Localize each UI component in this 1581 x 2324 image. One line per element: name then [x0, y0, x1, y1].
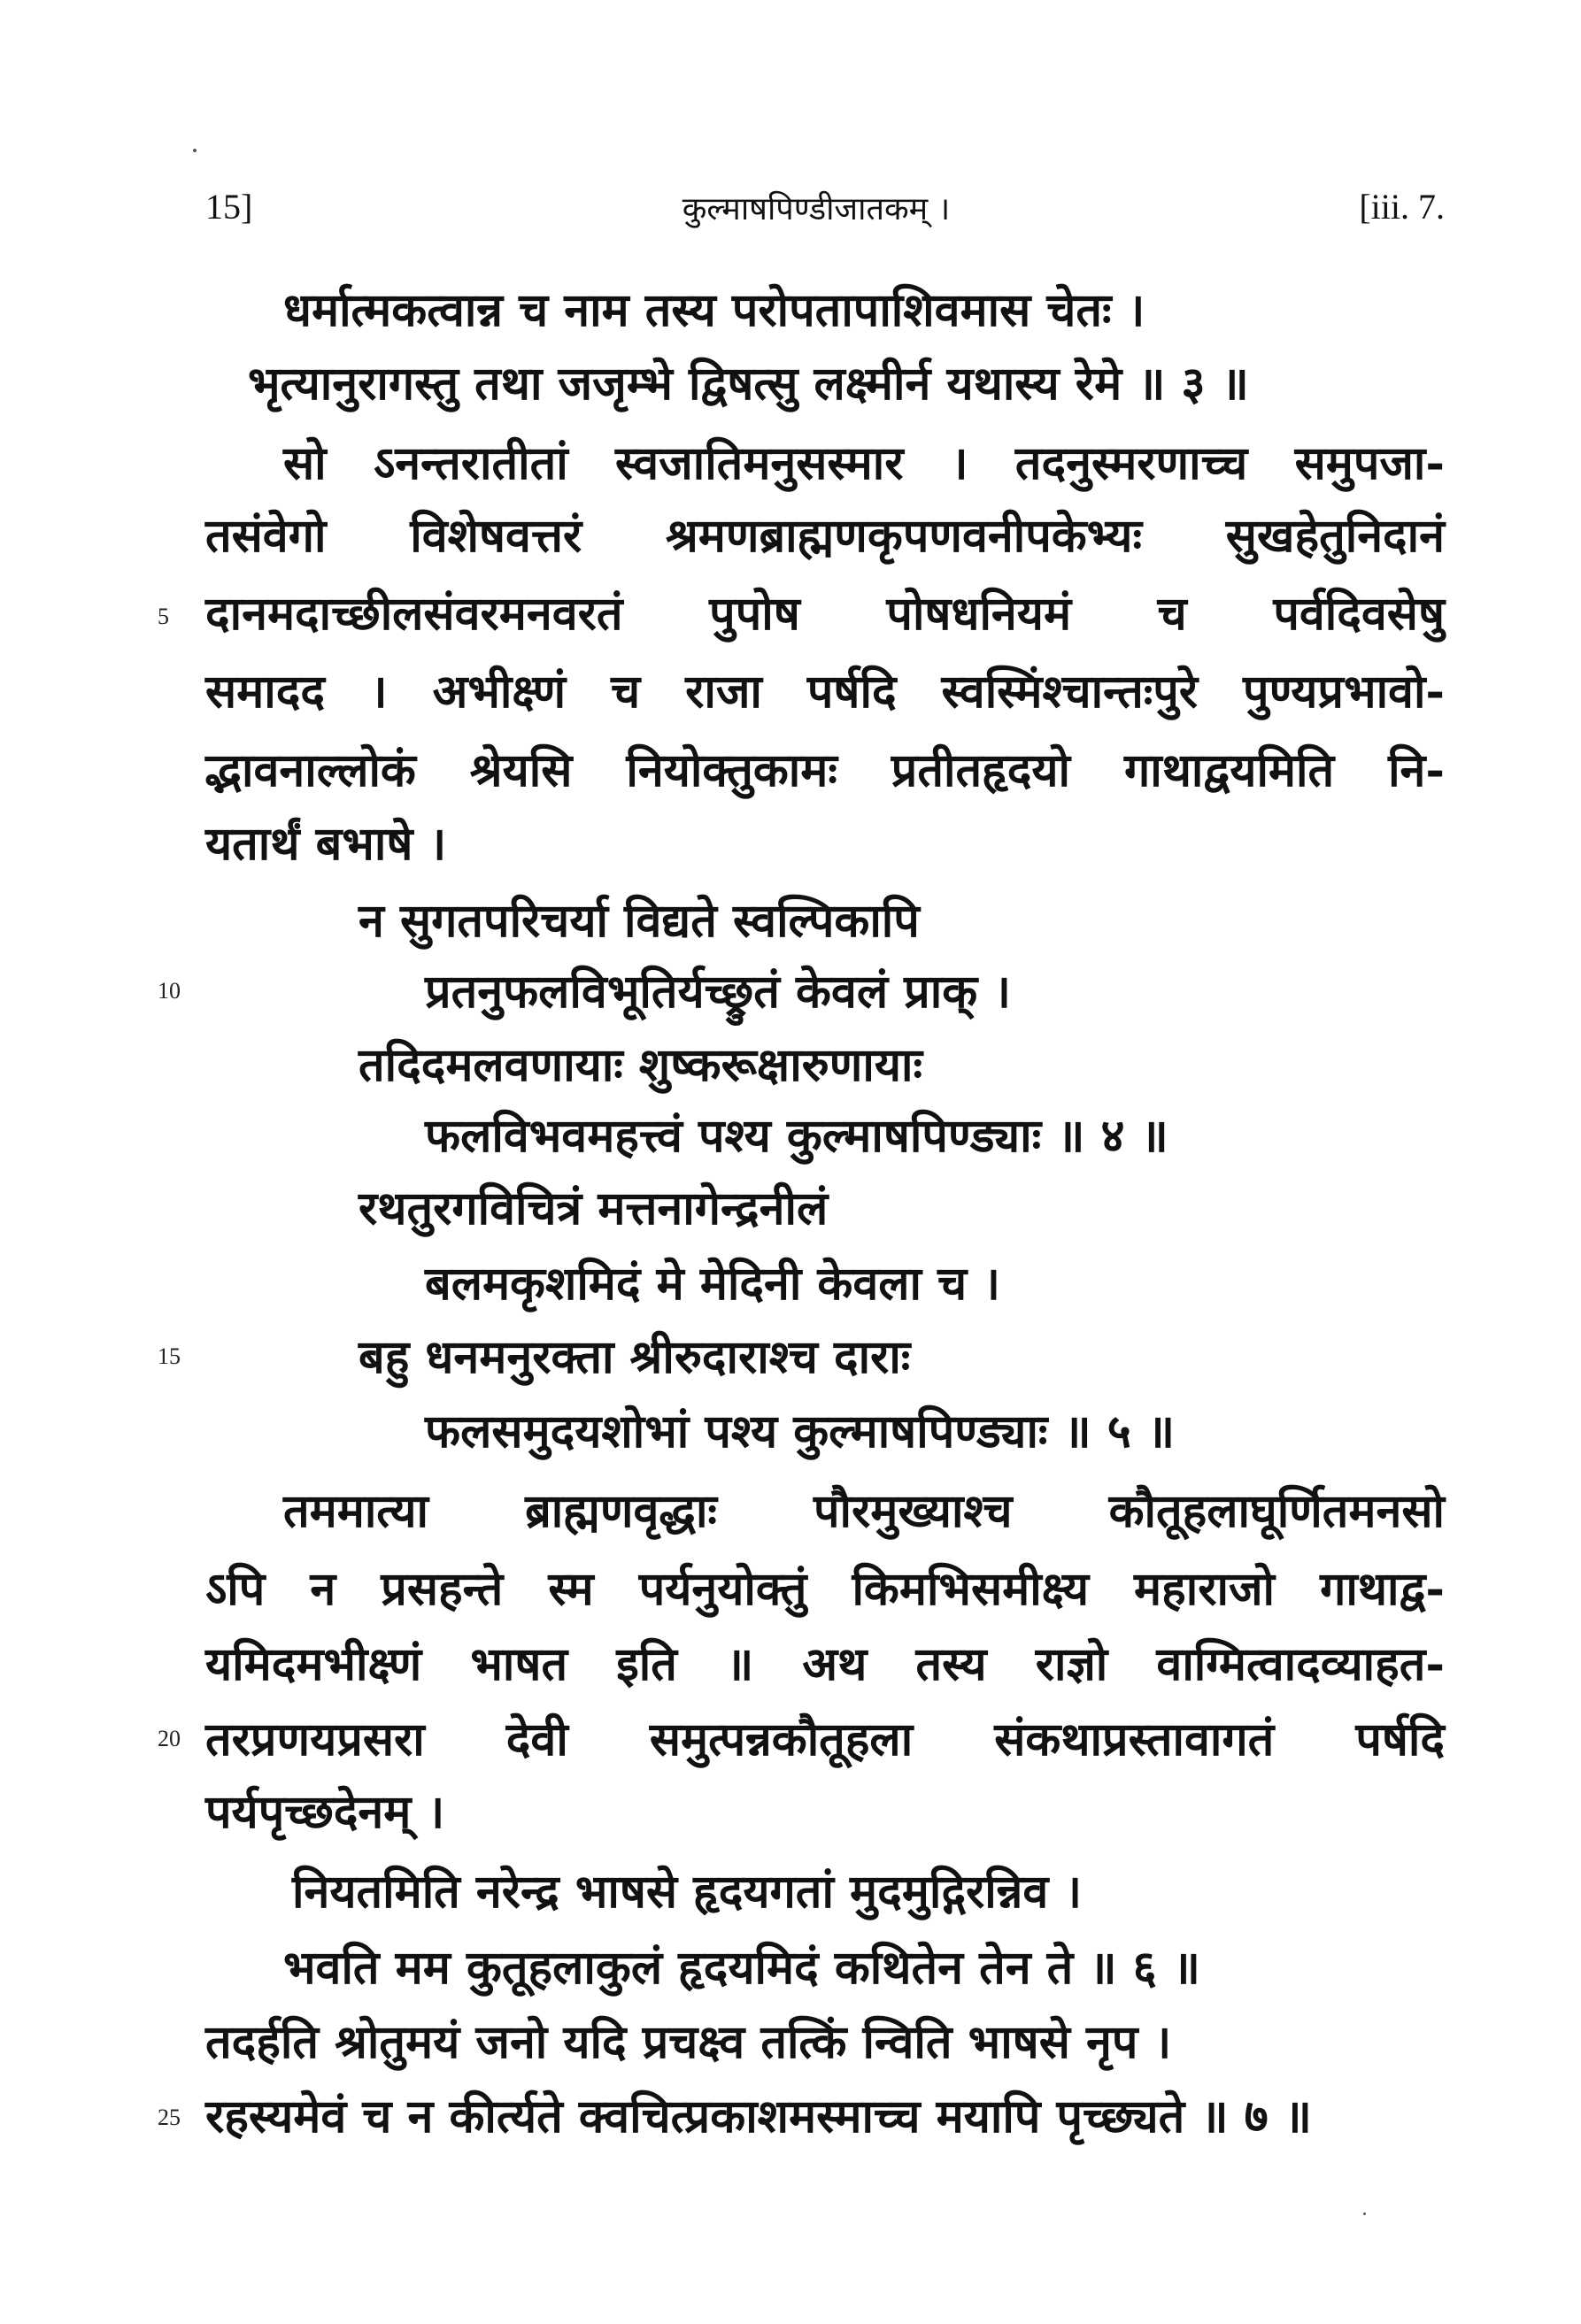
verse-line: फलसमुदयशोभां पश्य कुल्माषपिण्ड्याः ॥ ५ ॥ — [425, 1404, 1176, 1458]
running-title: कुल्माषपिण्डीजातकम् । — [682, 191, 951, 227]
print-speck — [193, 149, 197, 152]
verse-line: प्रतनुफलविभूतिर्यच्छ्रुतं केवलं प्राक् । — [425, 965, 1011, 1019]
text-line: तममात्या ब्राह्मणवृद्धाः पौरमुख्याश्च कौतूहलाघूर्णितमनसो — [283, 1484, 1445, 1538]
verse-line: तदर्हति श्रोतुमयं जनो यदि प्रचक्ष्व तत्किं न्विति भाषसे नृप । — [205, 2015, 1172, 2069]
text-line: भृत्यानुरागस्तु तथा जजृम्भे द्विषत्सु लक्ष्मीर्न यथास्य रेमे ॥ ३ ॥ — [248, 357, 1249, 411]
line-number: 10 — [158, 978, 181, 1004]
verse-line: फलविभवमहत्त्वं पश्य कुल्माषपिण्ड्याः ॥ ४ ॥ — [425, 1109, 1168, 1163]
verse-line: भवति मम कुतूहलाकुलं हृदयमिदं कथितेन तेन ते ॥ ६ ॥ — [283, 1941, 1200, 1995]
verse-line: नियतमिति नरेन्द्र भाषसे हृदयगतां मुदमुद्गिरन्निव । — [292, 1865, 1083, 1919]
text-line: तरप्रणयप्रसरा देवी समुत्पन्नकौतूहला संकथाप्रस्तावागतं पर्षदि — [205, 1712, 1445, 1766]
text-line: दानमदाच्छीलसंवरमनवरतं पुपोष पोषधनियमं च पर्वदिवसेषु — [205, 587, 1445, 641]
text-line: ऽपि न प्रसहन्ते स्म पर्यनुयोक्तुं किमभिसमीक्ष्य महाराजो गाथाद्व- — [205, 1562, 1445, 1616]
verse-line: तदिदमलवणायाः शुष्करूक्षारुणायाः — [359, 1038, 922, 1092]
line-number: 5 — [158, 604, 169, 629]
verse-line: रहस्यमेवं च न कीर्त्यते क्वचित्प्रकाशमस्माच्च मयापि पृच्छ्यते ॥ ७ ॥ — [205, 2089, 1312, 2143]
text-line: समादद । अभीक्ष्णं च राजा पर्षदि स्वस्मिंश्चान्तःपुरे पुण्यप्रभावो- — [205, 665, 1445, 719]
text-line: यमिदमभीक्ष्णं भाषत इति ॥ अथ तस्य राज्ञो वाग्मित्वादव्याहत- — [205, 1637, 1445, 1691]
verse-line: न सुगतपरिचर्या विद्यते स्वल्पिकापि — [359, 894, 920, 948]
line-number: 15 — [158, 1343, 181, 1369]
text-line: द्भावनाल्लोकं श्रेयसि नियोक्तुकामः प्रतीतहृदयो गाथाद्वयमिति नि- — [205, 743, 1445, 797]
text-line: धर्मात्मकत्वान्न च नाम तस्य परोपतापाशिवमास चेतः । — [283, 283, 1145, 337]
running-header — [205, 186, 1445, 239]
text-line: पर्यपृच्छदेनम् । — [205, 1785, 445, 1839]
text-line: यतार्थं बभाषे । — [205, 817, 447, 871]
text-line: सो ऽनन्तरातीतां स्वजातिमनुसस्मार । तदनुस्मरणाच्च समुपजा- — [283, 436, 1445, 490]
verse-line: बहु धनमनुरक्ता श्रीरुदाराश्च दाराः — [359, 1330, 911, 1384]
section-reference: [iii. 7. — [1359, 187, 1445, 227]
line-number: 20 — [158, 1726, 181, 1751]
print-speck — [1363, 2212, 1366, 2215]
text-line: तसंवेगो विशेषवत्तरं श्रमणब्राह्मणकृपणवनीपकेभ्यः सुखहेतुनिदानं — [205, 509, 1445, 563]
verse-line: बलमकृशमिदं मे मेदिनी केवला च । — [425, 1257, 1000, 1311]
verse-line: रथतुरगविचित्रं मत्तनागेन्द्रनीलं — [359, 1181, 829, 1235]
line-number: 25 — [158, 2105, 181, 2130]
page-number: 15] — [205, 187, 253, 227]
